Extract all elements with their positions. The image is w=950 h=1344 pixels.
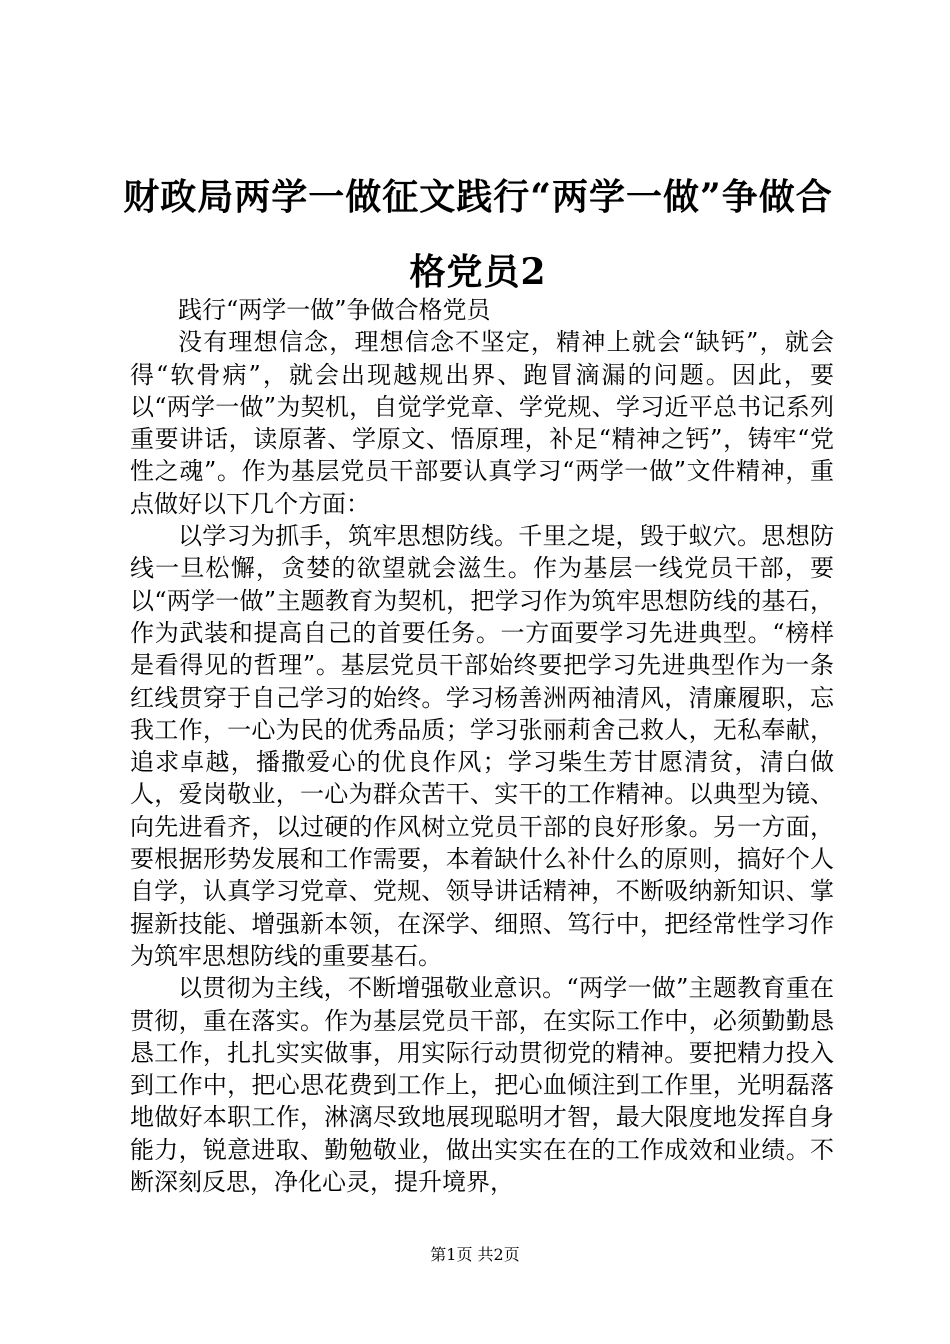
body-paragraph: 以学习为抓手，筑牢思想防线。千里之堤，毁于蚁穴。思想防线一旦松懈，贪婪的欲望就会滋生。作为基层一线党员干部，要以“两学一做”主题教育为契机，把学习作为筑牢思想防线的基石，作为武装和提高自己的首要任务。一方面要学习先进典型。“榜样是看得见的哲理”。基层党员干部始终要把学习先进典型作为一条红线贯穿于自己学习的始终。学习杨善洲两袖清风，清廉履职，忘我工作，一心为民的优秀品质；学习张丽莉舍己救人，无私奉献，追求卓越，播撒爱心的优良作风；学习柴生芳甘愿清贫，清白做人，爱岗敬业，一心为群众苦干、实干的工作精神。以典型为镜、向先进看齐，以过硬的作风树立党员干部的良好形象。另一方面，要根据形势发展和工作需要，本着缺什么补什么的原则，搞好个人自学，认真学习党章、党规、领导讲话精神，不断吸纳新知识、掌握新技能、增强新本领，在深学、细照、笃行中，把经常性学习作为筑牢思想防线的重要基石。 <box>130 522 834 970</box>
document-title: 财政局两学一做征文践行“两学一做”争做合格党员2 <box>123 176 833 293</box>
subtitle-paragraph: 践行“两学一做”争做合格党员 <box>178 296 491 324</box>
document-body <box>130 294 834 1198</box>
body-paragraph: 没有理想信念，理想信念不坚定，精神上就会“缺钙”，就会得“软骨病”，就会出现越规出界、跑冒滴漏的问题。因此，要以“两学一做”为契机，自觉学党章、学党规、学习近平总书记系列重要讲话，读原著、学原文、悟原理，补足“精神之钙”，铸牢“党性之魂”。作为基层党员干部要认真学习“两学一做”文件精神，重点做好以下几个方面： <box>130 328 834 518</box>
page-number-footer: 第1页 共2页 <box>430 1245 520 1264</box>
body-paragraph: 以贯彻为主线，不断增强敬业意识。“两学一做”主题教育重在贯彻，重在落实。作为基层党员干部，在实际工作中，必须勤勤恳恳工作，扎扎实实做事，用实际行动贯彻党的精神。要把精力投入到工作中，把心思花费到工作上，把心血倾注到工作里，光明磊落地做好本职工作，淋漓尽致地展现聪明才智，最大限度地发挥自身能力，锐意进取、勤勉敬业，做出实实在在的工作成效和业绩。不断深刻反思，净化心灵，提升境界， <box>130 974 834 1197</box>
